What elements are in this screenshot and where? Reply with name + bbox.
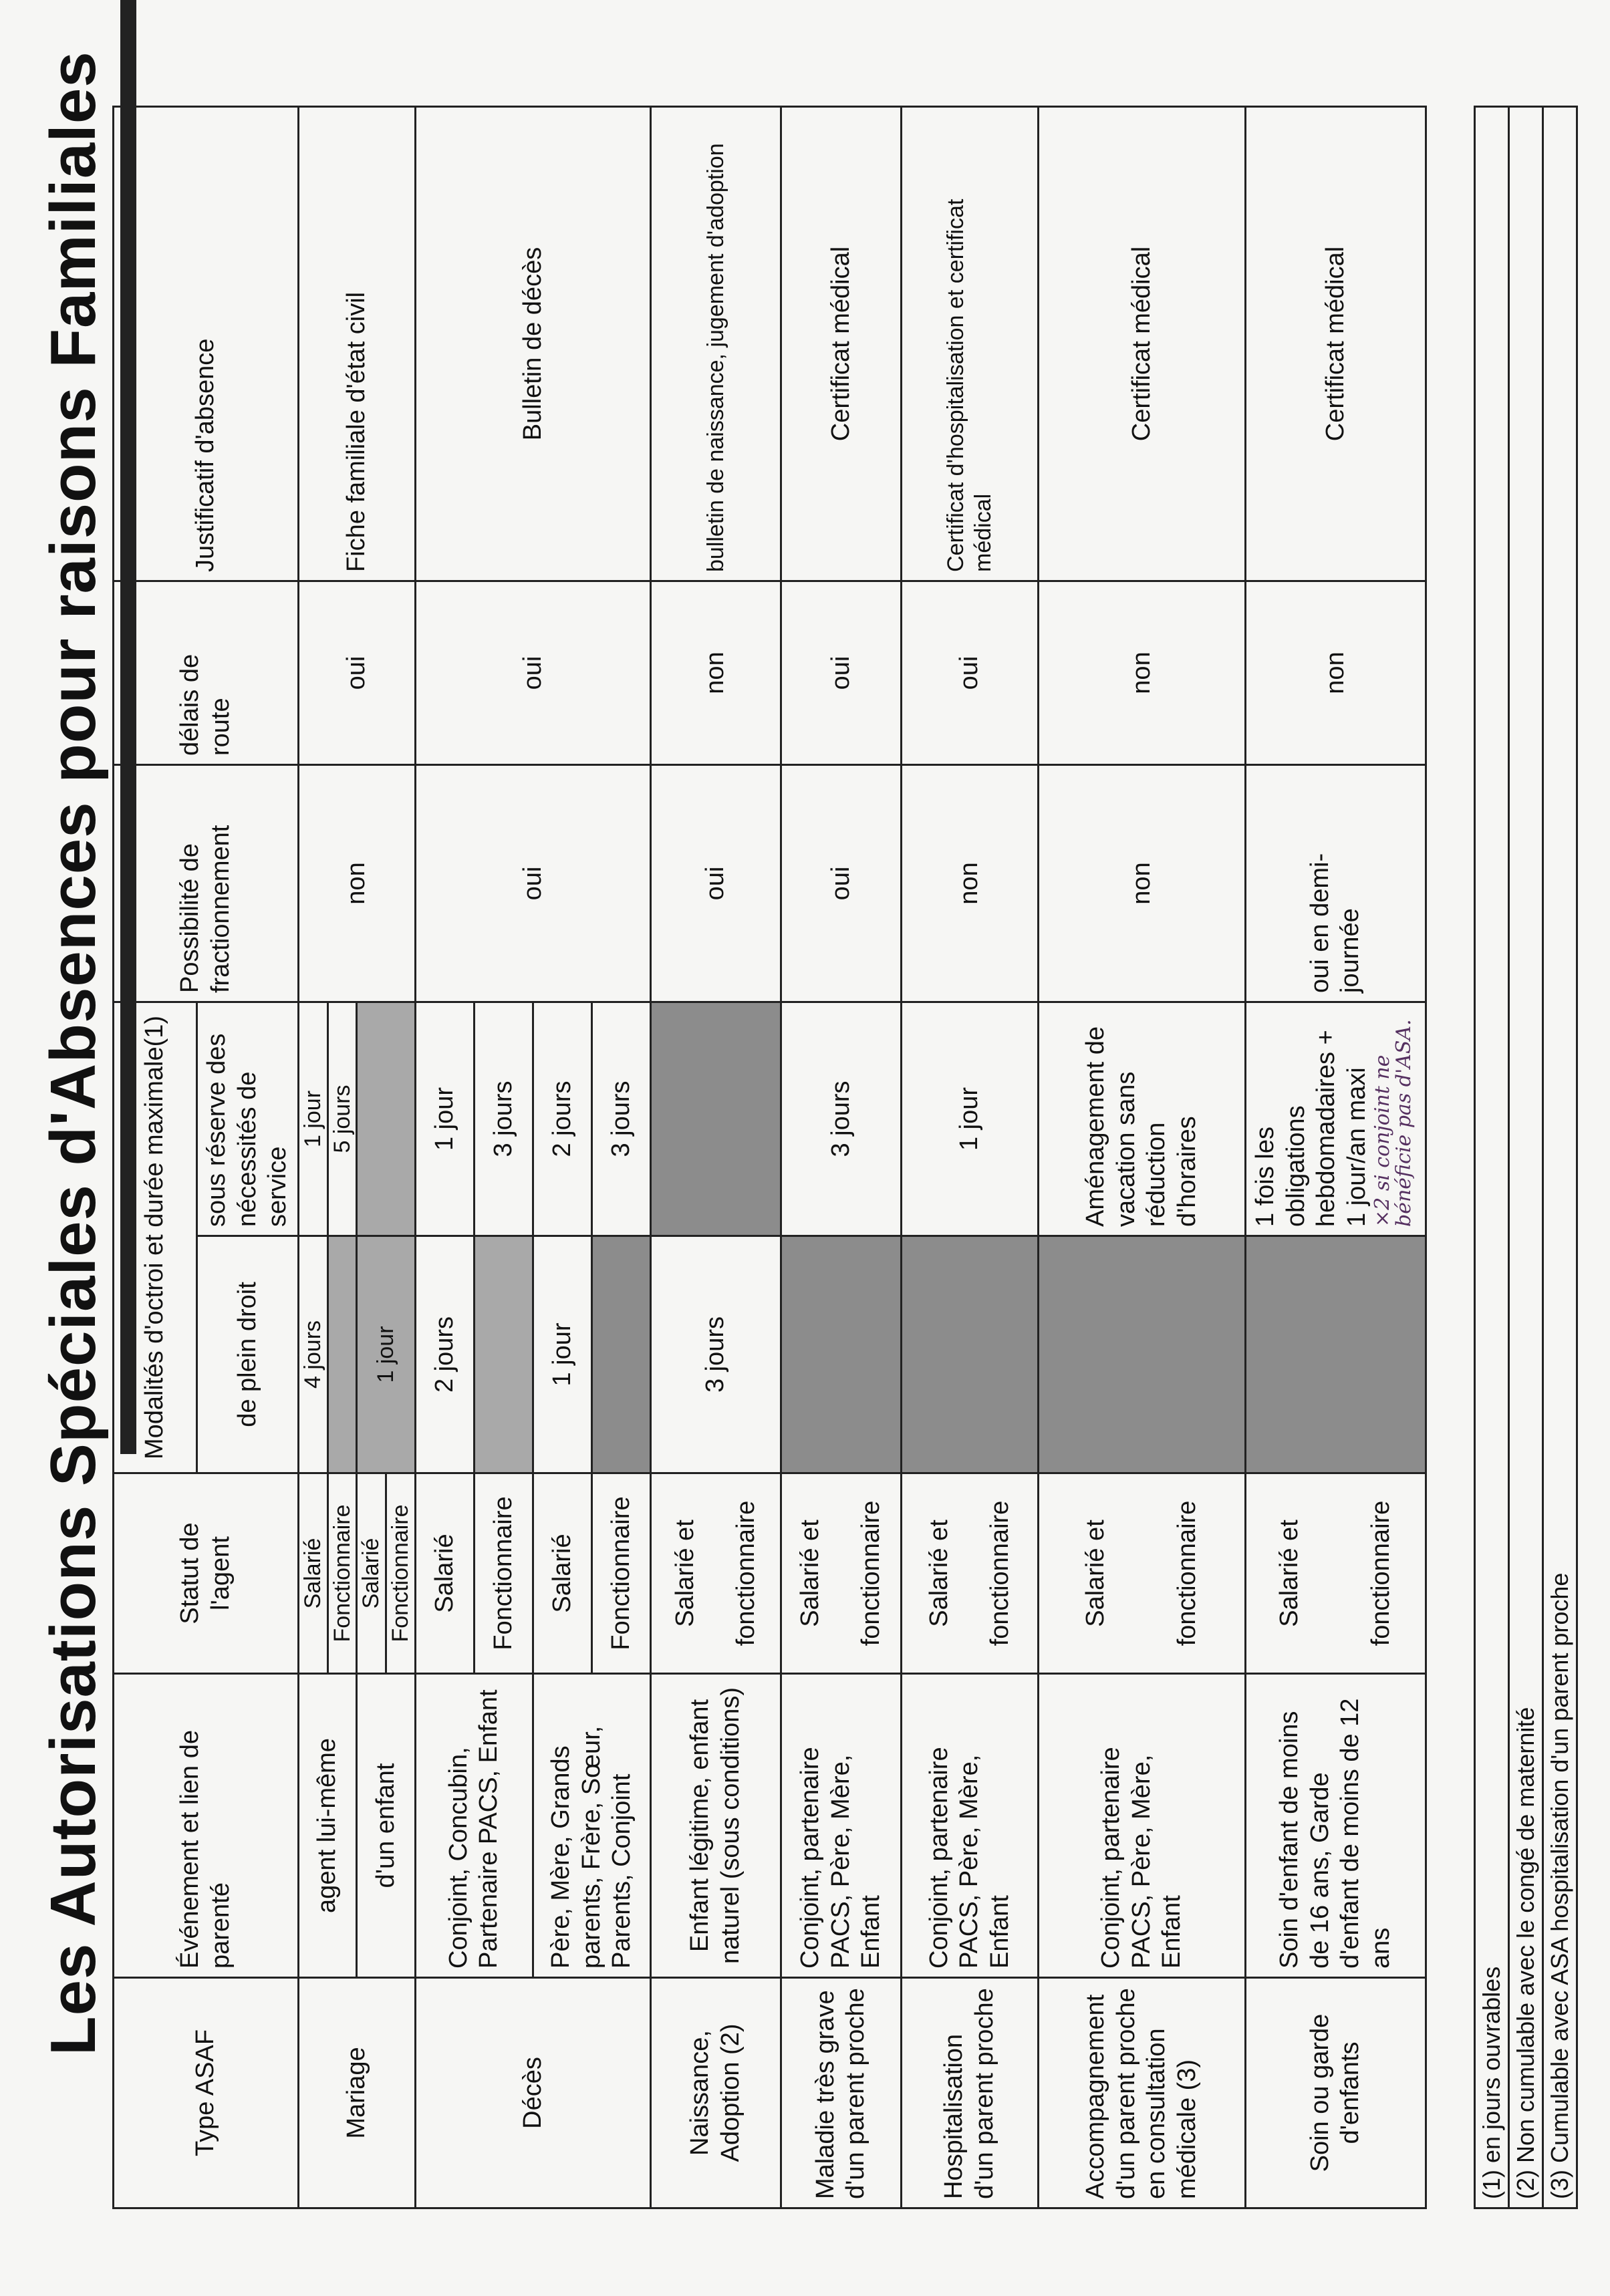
cell-evenement: Conjoint, Concubin, Partenaire PACS, Enfant	[415, 1674, 533, 1978]
cell-justificatif: Bulletin de décès	[415, 107, 650, 581]
cell-evenement: Enfant légitime, enfant naturel (sous conditions)	[650, 1674, 781, 1978]
cell-statut: Salarié et fonctionnaire	[1038, 1473, 1245, 1674]
cell-evenement: Conjoint, partenaire PACS, Père, Mère, Enfant	[1038, 1674, 1245, 1978]
cell-statut: Salarié	[357, 1473, 386, 1674]
footnotes	[1474, 106, 1578, 2209]
cell-type: Naissance, Adoption (2)	[650, 1978, 781, 2208]
table-row	[1245, 107, 1426, 2208]
cell-plein-droit-shaded	[1038, 1236, 1245, 1473]
footnote: (1) en jours ouvrables	[1475, 106, 1509, 2208]
cell-fractionnement: oui en demi-journée	[1245, 765, 1426, 1002]
cell-sous-reserve: 3 jours	[474, 1002, 533, 1236]
cell-evenement: agent lui-même	[298, 1674, 357, 1978]
cell-justificatif: Fiche familiale d'état civil	[298, 107, 415, 581]
header-modalites: Modalités d'octroi et durée maximale(1)	[114, 1002, 197, 1473]
cell-plein-droit: 4 jours	[298, 1236, 327, 1473]
cell-plein-droit: 1 jour	[533, 1236, 591, 1473]
cell-delais: non	[1245, 581, 1426, 765]
cell-delais: oui	[298, 581, 415, 765]
page-title: Les Autorisations Spéciales d'Absences pour raisons Familiales	[37, 51, 109, 2055]
header-evenement: Événement et lien de parenté	[114, 1674, 299, 1978]
cell-statut: Salarié	[415, 1473, 474, 1674]
cell-justificatif: Certificat médical	[1245, 107, 1426, 581]
cell-statut: Fonctionnaire	[386, 1473, 416, 1674]
cell-statut: Fonctionnaire	[327, 1473, 357, 1674]
header-type: Type ASAF	[114, 1978, 299, 2208]
cell-fractionnement: non	[298, 765, 415, 1002]
cell-evenement: Père, Mère, Grands parents, Frère, Sœur, Parents, Conjoint	[533, 1674, 650, 1978]
cell-sous-reserve: 5 jours	[327, 1002, 357, 1236]
cell-plein-droit-shaded	[474, 1236, 533, 1473]
cell-sous-reserve: 3 jours	[781, 1002, 901, 1236]
header-statut: Statut de l'agent	[114, 1473, 299, 1674]
cell-type: Décès	[415, 1978, 650, 2208]
cell-statut: Salarié et fonctionnaire	[1245, 1473, 1426, 1674]
table-row	[1038, 107, 1245, 2208]
cell-sous-reserve: 1 jour	[415, 1002, 474, 1236]
cell-statut: Salarié et fonctionnaire	[781, 1473, 901, 1674]
cell-sous-reserve: 3 jours	[591, 1002, 650, 1236]
cell-sous-reserve-text: 1 fois les obligations hebdomadaires + 1 jour/an maxi	[1250, 1030, 1371, 1227]
cell-evenement: Conjoint, partenaire PACS, Père, Mère, Enfant	[781, 1674, 901, 1978]
header-plein-droit: de plein droit	[197, 1236, 299, 1473]
cell-justificatif: Certificat médical	[781, 107, 901, 581]
asaf-table	[112, 106, 1427, 2209]
header-justificatif: Justificatif d'absence	[114, 107, 299, 581]
table-header-row	[114, 107, 197, 2208]
cell-fractionnement: oui	[415, 765, 650, 1002]
cell-statut: Fonctionnaire	[591, 1473, 650, 1674]
table-row	[901, 107, 1038, 2208]
cell-justificatif: Certificat d'hospitalisation et certificat médical	[901, 107, 1038, 581]
cell-delais: non	[650, 581, 781, 765]
cell-justificatif: Certificat médical	[1038, 107, 1245, 581]
cell-fractionnement: oui	[650, 765, 781, 1002]
cell-plein-droit: 2 jours	[415, 1236, 474, 1473]
cell-type: Maladie très grave d'un parent proche	[781, 1978, 901, 2208]
handwritten-note: ×2 si conjoint ne bénéficie pas d'ASA.	[1371, 1019, 1416, 1227]
cell-plein-droit-shaded	[591, 1236, 650, 1473]
cell-plein-droit: 1 jour	[357, 1236, 416, 1473]
cell-evenement: Soin d'enfant de moins de 16 ans, Garde d'enfant de moins de 12 ans	[1245, 1674, 1426, 1978]
cell-sous-reserve-shaded	[650, 1002, 781, 1236]
cell-delais: oui	[901, 581, 1038, 765]
cell-sous-reserve: Aménagement de vacation sans réduction d'horaires	[1038, 1002, 1245, 1236]
cell-statut: Fonctionnaire	[474, 1473, 533, 1674]
cell-type: Hospitalisation d'un parent proche	[901, 1978, 1038, 2208]
cell-sous-reserve	[1245, 1002, 1426, 1236]
cell-evenement: Conjoint, partenaire PACS, Père, Mère, Enfant	[901, 1674, 1038, 1978]
cell-statut: Salarié et fonctionnaire	[650, 1473, 781, 1674]
cell-fractionnement: non	[1038, 765, 1245, 1002]
footnote: (2) Non cumulable avec le congé de maternité	[1509, 106, 1543, 2208]
cell-delais: oui	[781, 581, 901, 765]
cell-sous-reserve: 1 jour	[298, 1002, 327, 1236]
cell-fractionnement: oui	[781, 765, 901, 1002]
cell-fractionnement: non	[901, 765, 1038, 1002]
cell-sous-reserve: 1 jour	[901, 1002, 1038, 1236]
cell-type: Accompagnement d'un parent proche en consultation médicale (3)	[1038, 1978, 1245, 2208]
footnote: (3) Cumulable avec ASA hospitalisation d'un parent proche	[1543, 106, 1577, 2208]
cell-justificatif: bulletin de naissance, jugement d'adoption	[650, 107, 781, 581]
cell-delais: oui	[415, 581, 650, 765]
cell-type: Soin ou garde d'enfants	[1245, 1978, 1426, 2208]
table-row	[781, 107, 901, 2208]
table-row	[650, 107, 781, 2208]
table-row	[298, 107, 327, 2208]
cell-plein-droit-shaded	[901, 1236, 1038, 1473]
cell-delais: non	[1038, 581, 1245, 765]
cell-statut: Salarié	[298, 1473, 327, 1674]
header-delais: délais de route	[114, 581, 299, 765]
cell-plein-droit-shaded	[781, 1236, 901, 1473]
cell-evenement: d'un enfant	[357, 1674, 416, 1978]
cell-sous-reserve: 2 jours	[533, 1002, 591, 1236]
header-fractionnement: Possibilité de fractionnement	[114, 765, 299, 1002]
cell-statut: Salarié	[533, 1473, 591, 1674]
table-row	[415, 107, 474, 2208]
cell-sous-reserve-shaded	[357, 1002, 416, 1236]
cell-plein-droit-shaded	[327, 1236, 357, 1473]
cell-type: Mariage	[298, 1978, 415, 2208]
cell-plein-droit-shaded	[1245, 1236, 1426, 1473]
header-sous-reserve: sous réserve des nécessités de service	[197, 1002, 299, 1236]
cell-plein-droit: 3 jours	[650, 1236, 781, 1473]
cell-statut: Salarié et fonctionnaire	[901, 1473, 1038, 1674]
